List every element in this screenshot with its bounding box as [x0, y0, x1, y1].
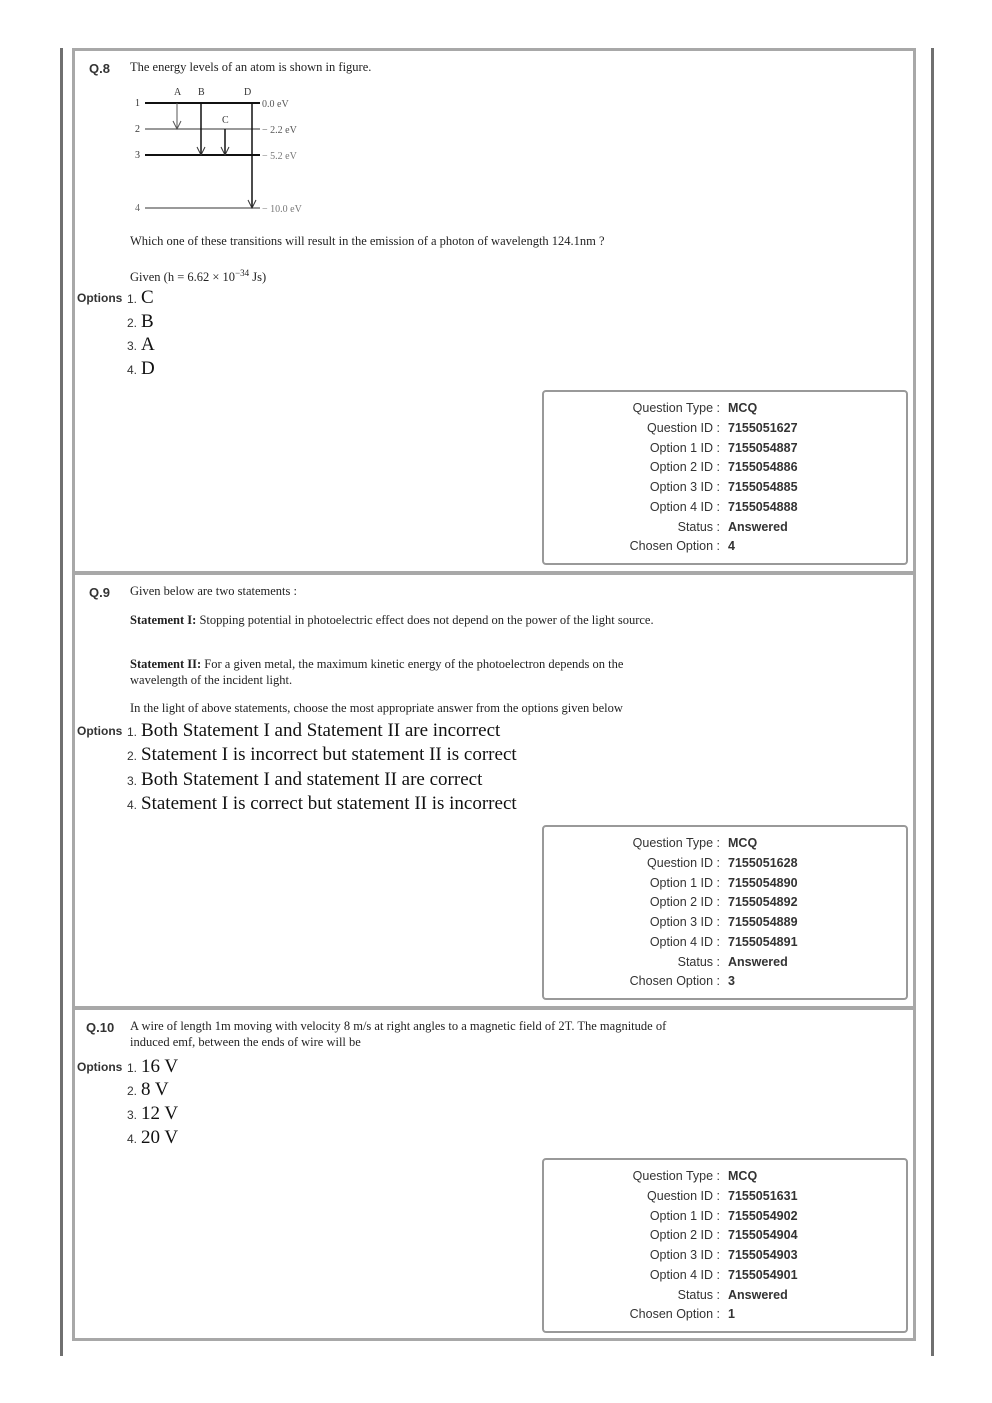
info-key: Option 2 ID : — [649, 895, 720, 909]
given-suffix: Js) — [249, 270, 267, 285]
info-value: MCQ — [728, 836, 758, 850]
given-prefix: Given (h = 6.62 × 10 — [130, 270, 236, 285]
info-key: Option 3 ID : — [649, 915, 720, 929]
info-value: 7155054902 — [728, 1209, 798, 1223]
info-key: Status : — [677, 1288, 720, 1302]
option-text: 8 V — [141, 1079, 169, 1100]
question-intro: Given below are two statements : — [130, 584, 297, 598]
option-3[interactable] — [127, 334, 155, 356]
info-key: Option 3 ID : — [649, 480, 720, 494]
info-key: Option 2 ID : — [649, 1228, 720, 1242]
info-key: Option 4 ID : — [649, 500, 720, 514]
option-1[interactable] — [127, 720, 500, 742]
option-2[interactable] — [127, 311, 154, 333]
option-number: 2. — [127, 1084, 138, 1098]
energy-level-diagram — [130, 83, 330, 218]
option-4[interactable] — [127, 793, 517, 815]
option-3[interactable] — [127, 1103, 178, 1125]
option-4[interactable] — [127, 1127, 178, 1149]
option-number: 1. — [127, 725, 138, 739]
info-key: Question Type : — [632, 1169, 720, 1183]
question-block-q8 — [72, 48, 916, 574]
info-value: 7155054890 — [728, 876, 798, 890]
info-key: Option 4 ID : — [649, 935, 720, 949]
page-right-rule — [931, 48, 934, 1356]
info-value: 7155051628 — [728, 856, 798, 870]
option-2[interactable] — [127, 744, 517, 766]
question-info-panel — [542, 390, 908, 565]
statement-1-text: Stopping potential in photoelectric effect does not depend on the power of the light source. — [196, 613, 654, 627]
transition-label-c: C — [222, 115, 229, 126]
info-key: Option 2 ID : — [649, 460, 720, 474]
info-key: Option 1 ID : — [649, 1209, 720, 1223]
option-text: D — [141, 358, 155, 379]
option-number: 4. — [127, 798, 138, 812]
options-label: Options — [77, 291, 123, 305]
option-number: 1. — [127, 292, 138, 306]
info-key: Option 1 ID : — [649, 876, 720, 890]
option-text: C — [141, 287, 154, 308]
option-text: 16 V — [141, 1056, 179, 1077]
info-key: Question ID : — [647, 1189, 720, 1203]
option-1[interactable] — [127, 287, 154, 309]
info-key: Option 3 ID : — [649, 1248, 720, 1262]
info-key: Question Type : — [632, 401, 720, 415]
statement-1-label: Statement I: — [130, 613, 197, 627]
info-key: Option 4 ID : — [649, 1268, 720, 1282]
question-number: Q.10 — [86, 1020, 115, 1035]
info-value: MCQ — [728, 1169, 758, 1183]
info-value: 4 — [728, 539, 735, 553]
question-text: A wire of length 1m moving with velocity 8 m/s at right angles to a magnetic field of 2T. The magnitude of induced emf, between the ends of wire will be — [130, 1019, 667, 1049]
info-value: 1 — [728, 1307, 735, 1321]
level-index-3: 3 — [135, 150, 140, 161]
transition-label-d: D — [244, 87, 252, 98]
info-value: 7155051627 — [728, 421, 798, 435]
statement-2-text: For a given metal, the maximum kinetic energy of the photoelectron depends on the wavelength of the incident light. — [130, 657, 624, 687]
level-energy-4: − 10.0 eV — [262, 204, 302, 215]
info-value: Answered — [728, 520, 788, 534]
statement-2 — [130, 656, 675, 688]
info-value: 3 — [728, 974, 735, 988]
info-value: 7155054889 — [728, 915, 798, 929]
transition-label-b: B — [198, 87, 205, 98]
page-left-rule — [60, 48, 63, 1356]
statement-2-label: Statement II: — [130, 657, 202, 671]
option-4[interactable] — [127, 358, 155, 380]
question-block-q10 — [72, 1007, 916, 1341]
option-text: Statement I is incorrect but statement II is correct — [141, 744, 517, 765]
transition-arrow-a — [173, 103, 181, 129]
info-value: 7155054888 — [728, 500, 798, 514]
level-energy-1: 0.0 eV — [262, 99, 289, 110]
info-key: Chosen Option : — [629, 974, 720, 988]
transition-arrow-c — [221, 129, 229, 155]
options-label: Options — [77, 1060, 123, 1074]
option-number: 3. — [127, 339, 138, 353]
option-text: A — [141, 334, 155, 355]
info-key: Question ID : — [647, 856, 720, 870]
info-value: 7155054886 — [728, 460, 798, 474]
option-2[interactable] — [127, 1079, 169, 1101]
info-value: 7155054892 — [728, 895, 798, 909]
options-label: Options — [77, 724, 123, 738]
info-key: Chosen Option : — [629, 1307, 720, 1321]
level-energy-2: − 2.2 eV — [262, 125, 297, 136]
question-info-panel — [542, 1158, 908, 1333]
option-text: Statement I is correct but statement II is incorrect — [141, 793, 517, 814]
level-index-4: 4 — [135, 203, 140, 214]
option-text: Both Statement I and statement II are correct — [141, 769, 483, 790]
option-number: 1. — [127, 1061, 138, 1075]
level-index-2: 2 — [135, 124, 140, 135]
question-text: The energy levels of an atom is shown in figure. — [130, 60, 372, 74]
question-text-2: Which one of these transitions will result in the emission of a photon of wavelength 124.1nm ? — [130, 234, 605, 248]
question-number: Q.8 — [89, 61, 110, 76]
option-number: 3. — [127, 774, 138, 788]
option-text: B — [141, 311, 154, 332]
question-block-q9 — [72, 572, 916, 1009]
question-number: Q.9 — [89, 585, 110, 600]
question-info-panel — [542, 825, 908, 1000]
given-exponent: −34 — [235, 268, 250, 278]
info-key: Status : — [677, 955, 720, 969]
option-number: 3. — [127, 1108, 138, 1122]
option-number: 2. — [127, 316, 138, 330]
info-key: Status : — [677, 520, 720, 534]
option-text: Both Statement I and Statement II are incorrect — [141, 720, 501, 741]
info-value: 7155054904 — [728, 1228, 798, 1242]
option-3[interactable] — [127, 769, 482, 791]
option-text: 20 V — [141, 1127, 179, 1148]
level-energy-3: − 5.2 eV — [262, 151, 297, 162]
info-value: 7155054891 — [728, 935, 798, 949]
info-key: Question Type : — [632, 836, 720, 850]
level-index-1: 1 — [135, 98, 140, 109]
info-value: 7155054885 — [728, 480, 798, 494]
info-value: 7155054887 — [728, 441, 798, 455]
info-key: Question ID : — [647, 421, 720, 435]
info-value: 7155054901 — [728, 1268, 798, 1282]
option-1[interactable] — [127, 1056, 178, 1078]
info-value: 7155054903 — [728, 1248, 798, 1262]
question-closing: In the light of above statements, choose the most appropriate answer from the options given below — [130, 701, 623, 715]
info-key: Chosen Option : — [629, 539, 720, 553]
given-constant — [130, 265, 675, 285]
option-text: 12 V — [141, 1103, 179, 1124]
info-value: Answered — [728, 955, 788, 969]
info-value: MCQ — [728, 401, 758, 415]
info-key: Option 1 ID : — [649, 441, 720, 455]
statement-1 — [130, 612, 675, 628]
option-number: 4. — [127, 363, 138, 377]
transition-label-a: A — [174, 87, 182, 98]
option-number: 4. — [127, 1132, 138, 1146]
option-number: 2. — [127, 749, 138, 763]
info-value: Answered — [728, 1288, 788, 1302]
info-value: 7155051631 — [728, 1189, 798, 1203]
